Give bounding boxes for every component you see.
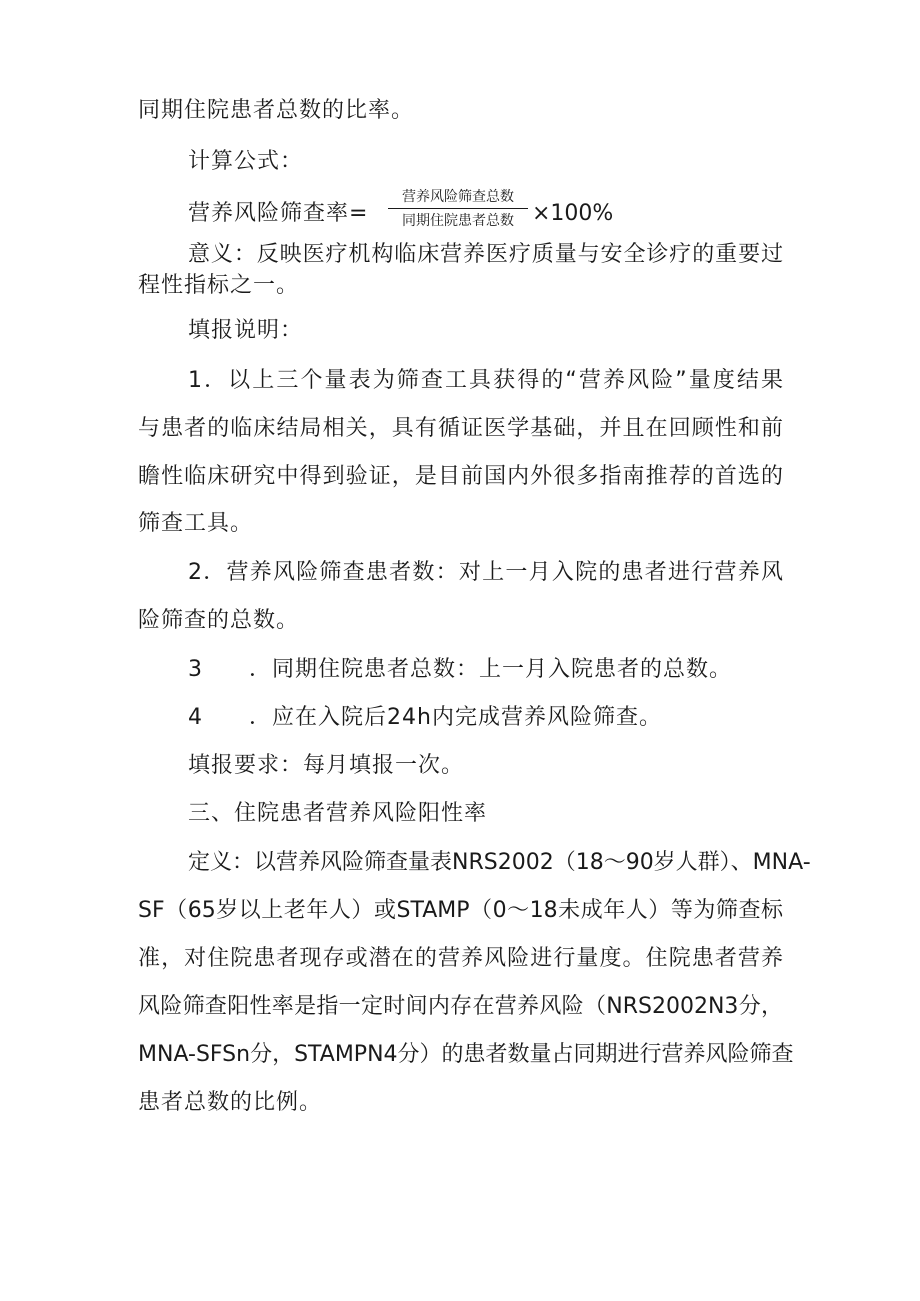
text-line: 险筛查的总数。 (138, 608, 300, 633)
text-line: SF（65岁以上老年人）或STAMP（0～18未成年人）等为筛查标 (138, 898, 783, 923)
list-item: 1．以上三个量表为筛查工具获得的“营养风险”量度结果 (188, 368, 783, 393)
list-item (188, 703, 662, 733)
list-item: 2．营养风险筛查患者数：对上一月入院的患者进行营养风 (188, 560, 783, 585)
list-item (188, 655, 732, 685)
text-line: 同期住院患者总数的比率。 (138, 98, 415, 123)
text-line: 筛查工具。 (138, 511, 254, 536)
text-line: MNA-SFSn分，STAMPN4分）的患者数量占同期进行营养风险筛查 (138, 1042, 794, 1067)
text-line: 风险筛查阳性率是指一定时间内存在营养风险（NRS2002N3分， (138, 994, 783, 1019)
formula-numerator: 营养风险筛查总数 (388, 188, 528, 209)
text-line: 意义：反映医疗机构临床营养医疗质量与安全诊疗的重要过 (188, 242, 783, 267)
text-line: 程性指标之一。 (138, 273, 300, 298)
section-heading: 三、住院患者营养风险阳性率 (188, 801, 488, 826)
list-text: ．应在入院后24h内完成营养风险筛查。 (249, 705, 662, 730)
list-number: 3 (188, 657, 203, 682)
text-line: 填报要求：每月填报一次。 (188, 753, 465, 778)
section-heading: 填报说明： (188, 318, 304, 343)
formula-label: 营养风险筛查率= (188, 201, 369, 226)
formula-fraction (388, 188, 528, 230)
formula-heading: 计算公式： (188, 149, 304, 174)
text-line: 准，对住院患者现存或潜在的营养风险进行量度。住院患者营养 (138, 946, 783, 971)
list-text: ．同期住院患者总数：上一月入院患者的总数。 (249, 657, 733, 682)
list-number: 4 (188, 705, 203, 730)
text-line: 患者总数的比例。 (138, 1090, 323, 1115)
formula-denominator: 同期住院患者总数 (402, 213, 514, 229)
text-line: 与患者的临床结局相关，具有循证医学基础，并且在回顾性和前 (138, 416, 783, 441)
text-line: 瞻性临床研究中得到验证，是目前国内外很多指南推荐的首选的 (138, 464, 783, 489)
formula-multiplier: ×100% (532, 201, 614, 226)
text-line: 定义：以营养风险筛查量表NRS2002（18～90岁人群）、MNA- (188, 850, 811, 875)
